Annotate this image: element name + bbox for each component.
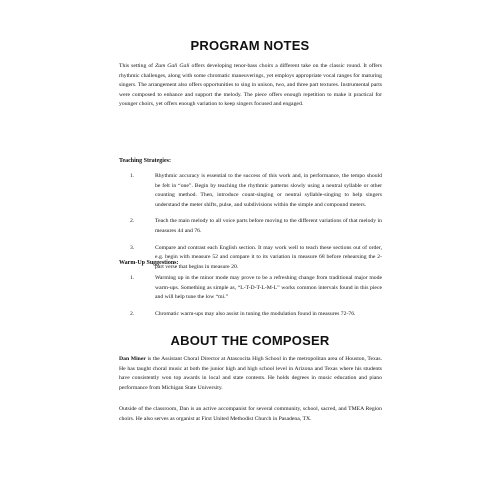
list-item [119, 244, 382, 273]
program-notes-title: PROGRAM NOTES [190, 38, 310, 53]
teaching-strategies-heading: Teaching Strategies: [119, 158, 171, 164]
warmup-suggestions-heading: Warm-Up Suggestions: [119, 260, 179, 266]
list-item-text: Teach the main melody to all voice parts before moving to the different variations of that melody in measures 44 and 76. [155, 218, 382, 234]
list-item-number: 3. [130, 244, 135, 251]
list-item-number: 2. [130, 310, 135, 317]
list-item [119, 217, 382, 236]
intro-prefix: This setting of [119, 63, 156, 69]
list-item-number: 1. [130, 173, 135, 179]
composer-bio-2: Outside of the classroom, Dan is an active accompanist for several community, school, sacred, and TMEA Region choirs. He also serves as organist at First United Methodist Church in Pasadena, TX. [119, 406, 382, 422]
intro-rest: offers developing tenor-bass choirs a different take on the classic round. It offers rhythmic challenges, along with some chromatic maneuverings, yet employs appropriate vocal ranges for maturing singers. The arrangement also offers opportunities to sing in unison, two, and three part textures. Instrumental parts were composed to enhance and support the melody. The piece offers enough repetition to make it practical for younger choirs, yet offers enough variation to keep singers focused and engaged. [119, 63, 382, 108]
list-item-number: 2. [130, 218, 135, 225]
list-item [119, 310, 382, 320]
intro-piece-title: Zum Gali Gali [155, 63, 190, 69]
list-item-number: 1. [130, 275, 135, 281]
list-item-text: Warming up in the minor mode may prove to be a refreshing change from traditional major mode warm-ups. Something as simple as, “L-T-D-T-L-M-L” works common intervals found in this piece and will help tune the low “mi.” [155, 275, 382, 301]
composer-bio-1 [119, 355, 382, 393]
list-item-text: Compare and contrast each English section. It may work well to teach these sections out of order, e.g. begin with measure 52 and compare it to its variation in measure 68 before rehearsing the 2-part verse that begins in measure 20. [155, 244, 382, 270]
program-notes-intro [119, 62, 382, 110]
warmup-suggestions-list [119, 274, 382, 326]
composer-name: Dan Miner [119, 356, 146, 362]
list-item-text: Rhythmic accuracy is essential to the success of this work and, in performance, the tempo should be felt in “one”. Begin by teaching the rhythmic patterns slowly using a neutral syllable or other counting method. Then, introduce count-singing or neutral syllable-singing to help singers understand the meter shifts, pulse, and subdivisions within the simple and compound meters. [155, 173, 382, 208]
composer-bio-1-text: is the Assistant Choral Director at Atascocita High School in the metropolitan area of Houston, Texas. He has taught choral music at both the junior high and high school level in Arizona and Texas where his students have consistently won top awards in local and state contests. He holds degrees in music education and piano performance from Michigan State University. [119, 356, 382, 391]
list-item [119, 274, 382, 303]
list-item-text: Chromatic warm-ups may also assist in tuning the modulation found in measures 72-76. [155, 310, 356, 317]
list-item [119, 172, 382, 210]
about-composer-title: ABOUT THE COMPOSER [170, 333, 330, 348]
